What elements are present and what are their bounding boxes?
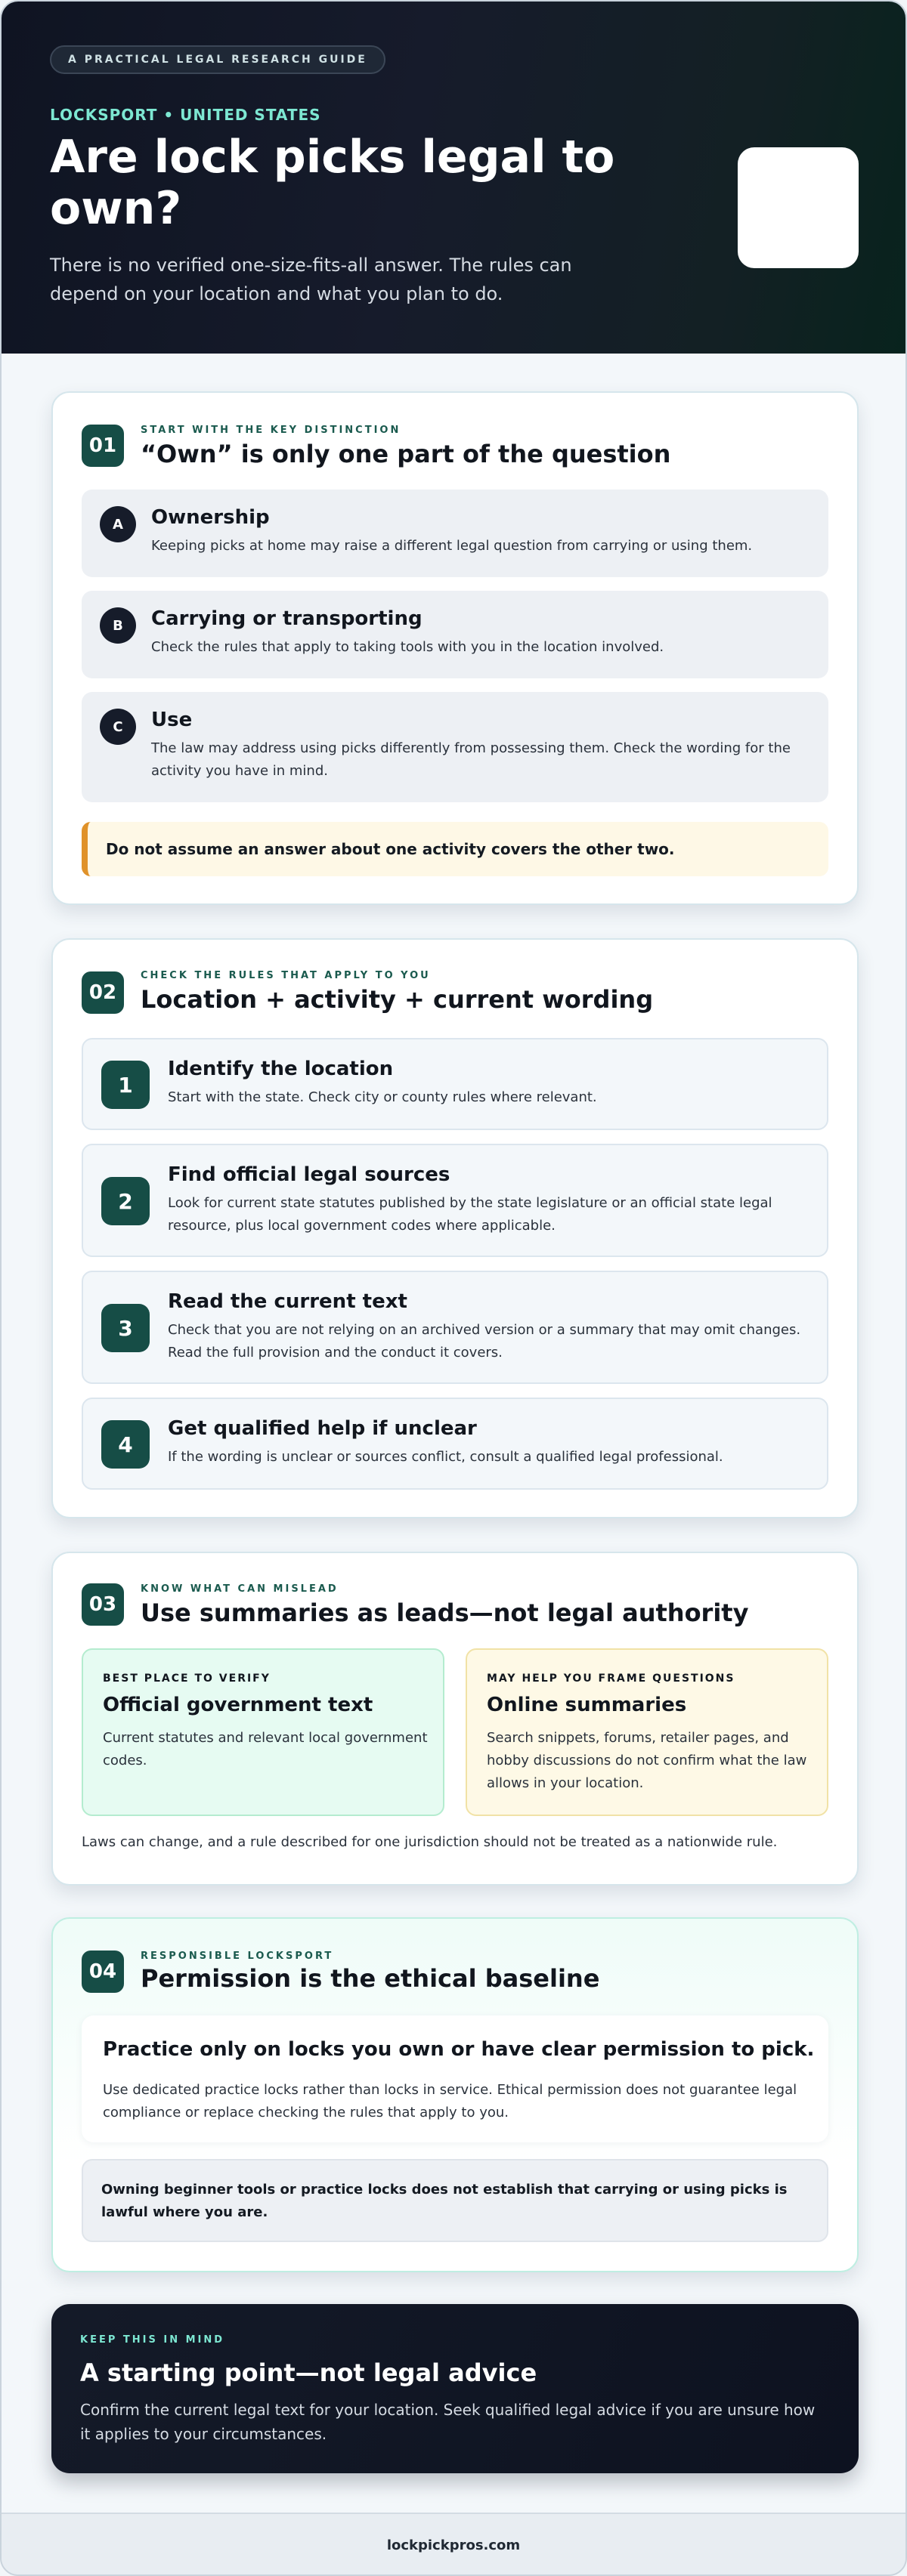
letter-badge: B	[100, 607, 136, 644]
warning-callout: Do not assume an answer about one activity covers the other two.	[82, 822, 828, 876]
section-title: Permission is the ethical baseline	[141, 1964, 600, 1993]
step-number-badge: 3	[101, 1304, 150, 1352]
item-text: Check the rules that apply to taking tools with you in the location involved.	[151, 639, 664, 655]
box-text: Search snippets, forums, retailer pages, and hobby discussions do not confirm what the law allows in your location.	[487, 1730, 807, 1791]
section-what-can-mislead	[51, 1552, 859, 1886]
closing-eyebrow: KEEP THIS IN MIND	[80, 2334, 225, 2346]
section-eyebrow: KNOW WHAT CAN MISLEAD	[141, 1583, 339, 1595]
step-text: If the wording is unclear or sources conflict, consult a qualified legal professional.	[168, 1449, 723, 1465]
distinction-item-use	[82, 692, 828, 802]
section-title: Location + activity + current wording	[141, 985, 654, 1014]
section-eyebrow: RESPONSIBLE LOCKSPORT	[141, 1951, 334, 1962]
item-title: Use	[151, 709, 193, 731]
section-title: Use summaries as leads—not legal authority	[141, 1598, 749, 1627]
item-title: Ownership	[151, 506, 270, 529]
site-url: lockpickpros.com	[386, 2537, 521, 2553]
box-title: Online summaries	[487, 1694, 687, 1716]
step-item	[82, 1144, 828, 1257]
section-check-rules	[51, 938, 859, 1518]
summaries-box	[466, 1648, 828, 1816]
page-title: Are lock picks legal to own?	[50, 131, 615, 235]
letter-badge: A	[100, 506, 136, 542]
permission-note-text: Owning beginner tools or practice locks does not establish that carrying or using picks is lawful where you are.	[101, 2182, 788, 2220]
permission-note	[82, 2159, 828, 2242]
permission-text: Use dedicated practice locks rather than locks in service. Ethical permission does not guarantee legal compliance or replace checking the rules that apply to you.	[103, 2082, 797, 2120]
section-number-badge: 03	[82, 1583, 124, 1626]
step-title: Find official legal sources	[168, 1163, 450, 1186]
box-text: Current statutes and relevant local government codes.	[103, 1730, 428, 1768]
step-title: Read the current text	[168, 1290, 407, 1313]
verify-box	[82, 1648, 444, 1816]
section-number-badge: 02	[82, 971, 124, 1014]
letter-badge: C	[100, 709, 136, 745]
hero-subtitle: There is no verified one-size-fits-all answer. The rules can depend on your location and what you plan to do.	[50, 255, 572, 304]
item-text: The law may address using picks differently from possessing them. Check the wording for the activity you have in mind.	[151, 740, 791, 779]
distinction-item-ownership	[82, 490, 828, 577]
guide-pill: A PRACTICAL LEGAL RESEARCH GUIDE	[50, 45, 385, 74]
item-title: Carrying or transporting	[151, 607, 423, 630]
section-title: “Own” is only one part of the question	[141, 440, 671, 468]
item-text: Keeping picks at home may raise a different legal question from carrying or using them.	[151, 538, 753, 554]
section-eyebrow: START WITH THE KEY DISTINCTION	[141, 425, 401, 436]
closing-text: Confirm the current legal text for your location. Seek qualified legal advice if you are unsure how it applies to your circumstances.	[80, 2401, 816, 2443]
step-title: Identify the location	[168, 1058, 394, 1080]
step-title: Get qualified help if unclear	[168, 1417, 477, 1440]
section-number-badge: 01	[82, 425, 124, 467]
box-label: BEST PLACE TO VERIFY	[103, 1673, 271, 1685]
step-number-badge: 2	[101, 1177, 150, 1225]
step-number-badge: 1	[101, 1061, 150, 1109]
permission-panel	[82, 2015, 828, 2142]
distinction-item-carrying	[82, 591, 828, 678]
hero-kicker: LOCKSPORT • UNITED STATES	[50, 106, 321, 124]
box-title: Official government text	[103, 1694, 373, 1716]
step-text: Look for current state statutes published by the state legislature or an official state legal resource, plus local government codes where applicable.	[168, 1195, 772, 1234]
step-text: Check that you are not relying on an archived version or a summary that may omit changes. Read the full provision and the conduct it covers.	[168, 1322, 801, 1361]
permission-title: Practice only on locks you own or have clear permission to pick.	[103, 2038, 815, 2061]
step-text: Start with the state. Check city or county rules where relevant.	[168, 1089, 597, 1105]
section-number-badge: 04	[82, 1951, 124, 1993]
footer	[2, 2513, 905, 2576]
section-responsible-locksport	[51, 1917, 859, 2272]
closing-card	[51, 2304, 859, 2473]
step-item	[82, 1398, 828, 1490]
box-label: MAY HELP YOU FRAME QUESTIONS	[487, 1673, 735, 1685]
section-key-distinction	[51, 391, 859, 905]
section-footnote: Laws can change, and a rule described for one jurisdiction should not be treated as a nationwide rule.	[82, 1834, 778, 1850]
closing-title: A starting point—not legal advice	[80, 2358, 537, 2387]
step-item	[82, 1271, 828, 1384]
step-item	[82, 1038, 828, 1130]
logo-placeholder	[738, 147, 859, 268]
step-number-badge: 4	[101, 1420, 150, 1469]
hero-banner	[2, 2, 905, 354]
section-eyebrow: CHECK THE RULES THAT APPLY TO YOU	[141, 970, 431, 981]
